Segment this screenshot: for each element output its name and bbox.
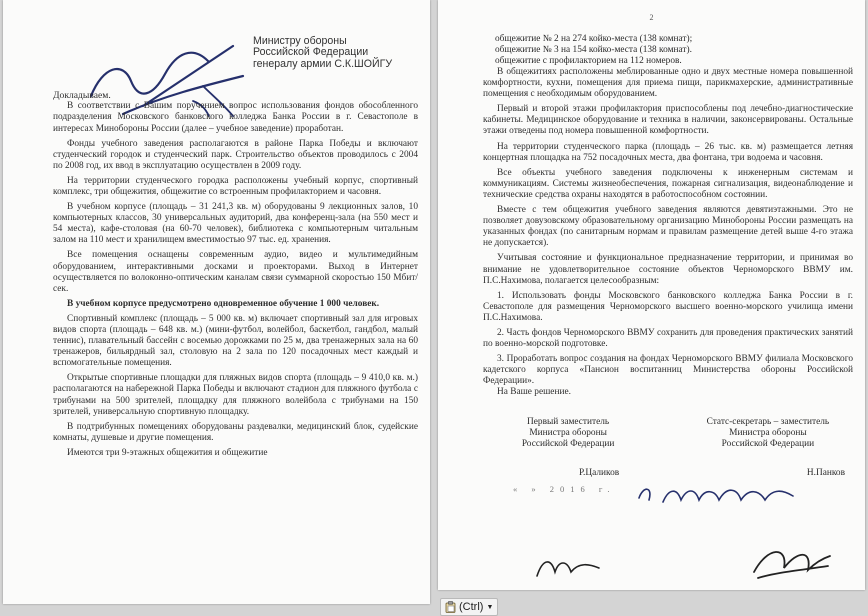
document-page-1 (3, 0, 430, 604)
paragraph: Вместе с тем общежития учебного заведения являются девятиэтажными. Это не позволяет довузовскому образовательному организацию Минобороны России размещать на указанных фондах (по санитарным нормам и правилам размещение детей выше 4-го этажа не допускается). (483, 205, 853, 249)
list-item: общежитие № 3 на 154 койко-места (138 комнат). (495, 45, 692, 55)
signature-names (483, 468, 853, 478)
addressee-line: генералу армии С.К.ШОЙГУ (253, 57, 393, 70)
paragraph: Спортивный комплекс (площадь – 5 000 кв. м) включает спортивный зал для игровых видов спорта (площадь – 648 кв. м.) (мини-футбол, волейбол, баскетбол, гандбол, малый теннис), плавательный бассейн с восемью дорожками по 25 м, два тренажерных зала на 60 тренажеров, бильярдный зал, столовую на 2 зала по 120 посадочных мест каждый и вспомогательные помещения. (53, 313, 418, 369)
signatory-title: Первый заместитель (527, 416, 610, 427)
paragraph: Открытые спортивные площадки для пляжных видов спорта (площадь – 9 410,0 кв. м.) располагаются на набережной Парка Победы и включают стадион для пляжного футбола с трибунами на 500 зрителей, площадку для пляжного волейбола с трибунами на 150 зрителей, универсальную спортивную площадку. (53, 373, 418, 417)
paragraph: В учебном корпусе предусмотрено одновременное обучение 1 000 человек. (67, 298, 380, 309)
clipboard-icon (445, 601, 456, 613)
paragraph: Имеются три 9-этажных общежития и общежитие (67, 447, 268, 458)
signatory-title: Министра обороны (729, 427, 807, 438)
signature-name: Н.Панков (806, 467, 845, 478)
salutation: Докладываем. (53, 90, 111, 102)
signature-name: Р.Цаликов (579, 467, 620, 478)
signatory-title: Российской Федерации (721, 438, 815, 449)
document-page-2 (438, 0, 865, 590)
signatory-right (683, 417, 853, 450)
paragraph: Первый и второй этажи профилактория приспособлены под лечебно-диагностические кабинеты. Медицинское оборудование и техника в наличии, законсервированы. Остальные этажи отведены под номера повышенной комфортности. (483, 104, 853, 137)
signature-right (748, 542, 833, 582)
signatory-title: Статс-секретарь – заместитель (706, 416, 830, 427)
proposal-item: 2. Часть фондов Черноморского ВВМУ сохранить для проведения практических занятий по военно-морской подготовке. (483, 327, 853, 350)
signatory-title: Российской Федерации (521, 438, 615, 449)
paragraph: Все объекты учебного заведения подключены к инженерным системам и коммуникациям. Системы жизнеобеспечения, пожарная сигнализация, видеонаблюдение и технические средства охраны находятся в работоспособном состоянии. (483, 167, 853, 200)
addressee-line: Министру обороны (253, 35, 347, 47)
dormitory-list (495, 34, 853, 67)
paragraph: Все помещения оснащены современным аудио, видео и мультимедийным оборудованием, интерактивными досками и проекторами. Выход в Интернет осуществляется по волоконно-оптическим каналам связи суммарной скоростью 150 Мбит/сек. (53, 250, 418, 294)
list-item: общежитие с профилакторием на 112 номеров. (495, 56, 682, 66)
addressee-block (253, 36, 418, 70)
paste-options-button[interactable] (440, 598, 498, 616)
proposal-item: 3. Проработать вопрос создания на фондах Черноморского ВВМУ филиала Московского кадетского корпуса «Пансион воспитанниц Министерства обороны Российской Федерации». (483, 354, 853, 387)
paragraph: На территории студенческого парка (площадь – 26 тыс. кв. м) размещается летняя концертная площадка на 752 посадочных места, два фонтана, три водоема и часовня. (483, 141, 853, 163)
signatory-block (483, 417, 853, 450)
caret-down-icon: ▼ (486, 603, 494, 611)
paragraph: Фонды учебного заведения располагаются в районе Парка Победы и включают студенческий городок и студенческий парк. Строительство объектов проводилось с 2004 по 2008 год, их ввод в эксплуатацию осуществлен в 2009 году. (53, 138, 418, 171)
paste-shortcut-label: (Ctrl) (459, 601, 484, 613)
paragraph: В соответствии с Вашим поручением вопрос использования фондов обособленного подразделения Московского банковского колледжа Банка России в г. Севастополе в интересах Минобороны России (далее – учебное заведение) проработан. (53, 101, 418, 134)
proposal-item: 1. Использовать фонды Московского банковского колледжа Банка России в г. Севастополе для размещения Черноморского высшего военно-морского училища имени П.С.Нахимова. (483, 290, 853, 323)
paragraph: В общежитиях расположены меблированные одно и двух местные номера повышенной комфортности, кухни, помещения для приема пищи, парикмахерские, административные помещения с необходимым оборудованием. (483, 67, 853, 100)
signatory-left (483, 417, 653, 450)
list-item: общежитие № 2 на 274 койко-места (138 комнат); (495, 34, 693, 44)
signatory-title: Министра обороны (529, 427, 607, 438)
addressee-line: Российской Федерации (253, 46, 369, 59)
signature-left (533, 554, 603, 584)
paragraph: На территории студенческого городка расположены учебный корпус, спортивный комплекс, три общежития, общежитие со встроенным профилакторием и часовня. (53, 175, 418, 197)
page-number: 2 (649, 13, 654, 22)
paragraph: Учитывая состояние и функциональное предназначение территории, и принимая во внимание не удовлетворительное состояние объектов Черноморского ВВМУ им. П.С.Нахимова, полагается целесообразным: (483, 253, 853, 286)
paragraph: В учебном корпусе (площадь – 31 241,3 кв. м) оборудованы 9 лекционных залов, 10 компьютерных классов, 30 универсальных аудиторий, два конференц-зала (на 550 мест и 54 места), кафе-столовая (на 60-70 человек), библиотека с компьютерным читальным залом на 110 мест и хранилищем вместимостью 97 тыс. ед. хранения. (53, 202, 418, 246)
paragraph: В подтрибунных помещениях оборудованы раздевалки, медицинский блок, судейские комнаты, душевые и другие помещения. (53, 421, 418, 443)
date-fragment: « » 2016 г. (513, 483, 616, 494)
closing-line: На Ваше решение. (497, 387, 571, 398)
